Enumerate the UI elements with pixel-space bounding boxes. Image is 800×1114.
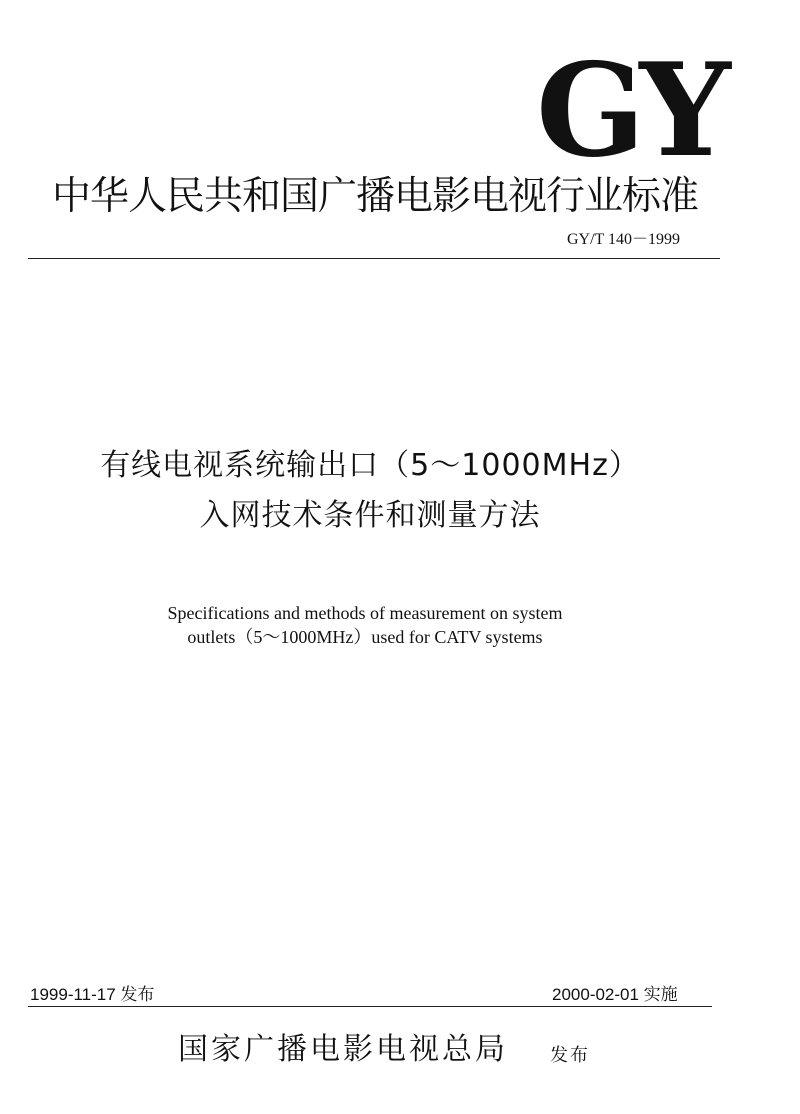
standard-code: GY/T 140－1999 <box>566 231 680 248</box>
footer-divider <box>28 1006 712 1007</box>
issuing-authority: 国家广播电影电视总局 <box>178 1032 508 1067</box>
header-divider <box>28 258 720 259</box>
document-title-cn-line1: 有线电视系统输出口（5～1000MHz） <box>100 448 640 483</box>
issue-label: 发布 <box>550 1045 590 1066</box>
document-title-en-line2: outlets（5～1000MHz）used for CATV systems <box>187 627 543 647</box>
implementation-date: 2000-02-01 实施 <box>552 985 678 1004</box>
organization-standard-title: 中华人民共和国广播电影电视行业标准 <box>52 174 699 219</box>
document-title-en-line1: Specifications and methods of measurement on system <box>167 603 563 623</box>
document-title-cn-line2: 入网技术条件和测量方法 <box>199 498 541 533</box>
release-date: 1999-11-17 发布 <box>30 985 155 1004</box>
gy-logo: GY <box>536 36 725 186</box>
